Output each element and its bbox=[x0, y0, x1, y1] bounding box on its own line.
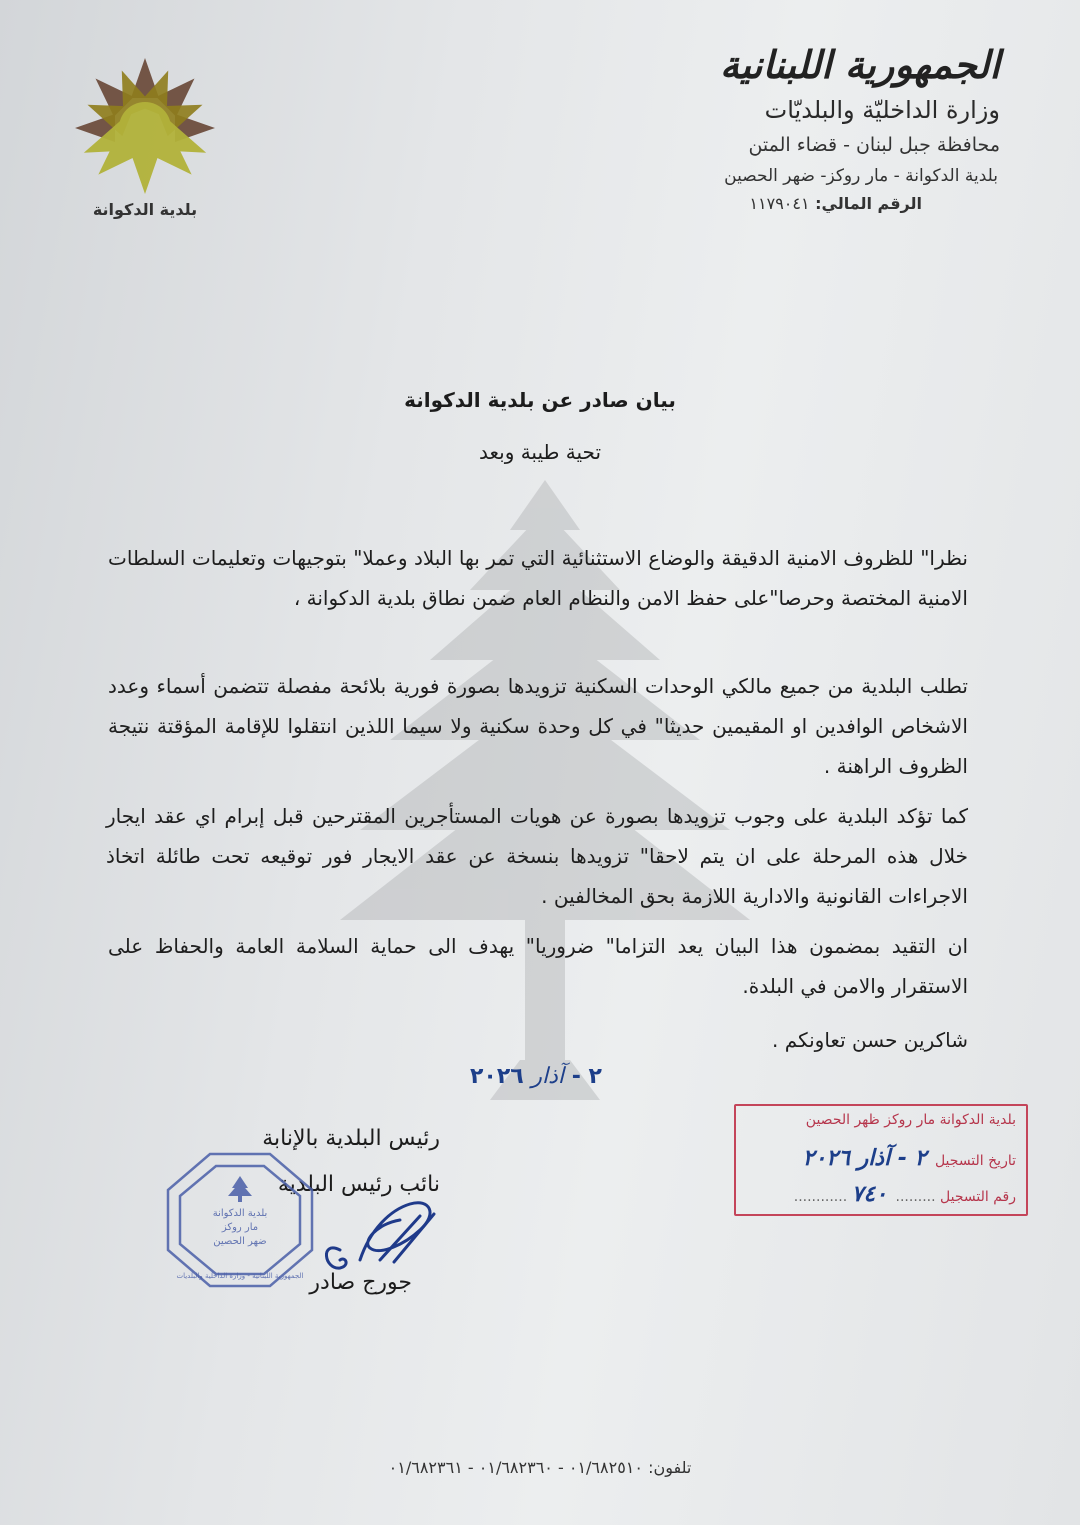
date-month: آذار bbox=[531, 1064, 565, 1089]
stamp-number-value: ٧٤٠ bbox=[851, 1182, 888, 1207]
paragraph-request: تطلب البلدية من جميع مالكي الوحدات السكنية تزويدها بصورة فورية بلائحة مفصلة تتضمن أسماء وعدد الاشخاص الوافدين او المقيمين حديثا" في كل وحدة سكنية ولا سيما اللذين انتقلوا للإقامة المؤقتة نتيجة الظروف الراهنة . bbox=[108, 674, 968, 778]
date-day: ٢ bbox=[588, 1064, 602, 1089]
handwritten-signature-icon bbox=[310, 1190, 450, 1280]
seal-line1: بلدية الدكوانة bbox=[212, 1208, 268, 1219]
seal-line2: مار روكز bbox=[221, 1222, 259, 1233]
date-year: ٢٠٢٦ bbox=[470, 1064, 524, 1089]
signatory-name: جورج صادر bbox=[309, 1270, 412, 1295]
phone-numbers: ٠١/٦٨٢٥١٠ - ٠١/٦٨٢٣٦٠ - ٠١/٦٨٢٣٦١ bbox=[388, 1458, 643, 1477]
stamp-date-label: تاريخ التسجيل bbox=[934, 1153, 1016, 1169]
paragraph-tenants: كما تؤكد البلدية على وجوب تزويدها بصورة عن هويات المستأجرين المقترحين قبل إبرام اي عقد ايجار خلال هذه المرحلة على ان يتم لاحقا" تزويدها بنسخة عن عقد الايجار فور توقيعه تحت طائلة اتخاذ الاجراءات القانونية والادارية اللازمة بحق المخالفين . bbox=[106, 804, 968, 908]
fiscal-number-line bbox=[749, 194, 922, 213]
stamp-number-row: رقم التسجيل ......... ٧٤٠ ............ bbox=[793, 1182, 1016, 1207]
paragraph-thanks: شاكرين حسن تعاونكم . bbox=[772, 1028, 968, 1052]
stamp-date-row bbox=[803, 1146, 1016, 1171]
logo-caption: بلدية الدكوانة bbox=[92, 200, 198, 219]
governorate-line: محافظة جبل لبنان - قضاء المتن bbox=[748, 134, 1000, 156]
letter-title: بيان صادر عن بلدية الدكوانة bbox=[404, 388, 676, 412]
fiscal-number: ١١٧٩٠٤١ bbox=[749, 194, 810, 213]
letter-greeting: تحية طيبة وبعد bbox=[478, 440, 602, 464]
stamp-header: بلدية الدكوانة مار روكز ظهر الحصين bbox=[805, 1112, 1016, 1128]
municipality-logo-icon bbox=[70, 50, 220, 200]
seal-ring-text: الجمهورية اللبنانية - وزارة الداخلية والبلديات bbox=[176, 1272, 304, 1280]
stamp-date-value: ٢ - آذار ٢٠٢٦ bbox=[802, 1146, 927, 1171]
signatory-deputy: نائب رئيس البلدية bbox=[277, 1172, 440, 1197]
phone-label: تلفون: bbox=[648, 1458, 692, 1477]
letter-date: ٢ - آذار ٢٠٢٦ bbox=[470, 1064, 602, 1089]
registration-stamp bbox=[734, 1104, 1028, 1216]
signatory-title: رئيس البلدية بالإنابة bbox=[262, 1126, 440, 1151]
fiscal-label: الرقم المالي: bbox=[815, 194, 922, 213]
stamp-number-label: رقم التسجيل bbox=[940, 1189, 1016, 1205]
seal-line3: ضهر الحصين bbox=[213, 1236, 267, 1247]
ministry-name: وزارة الداخليّة والبلديّات bbox=[764, 96, 1000, 124]
republic-title: الجمهورية اللبنانية bbox=[720, 42, 1000, 87]
municipality-line: بلدية الدكوانة - مار روكز- ضهر الحصين bbox=[724, 166, 998, 186]
paragraph-intro: نظرا" للظروف الامنية الدقيقة والوضاع الاستثنائية التي تمر بها البلاد وعملا" بتوجيهات وتعليمات السلطات الامنية المختصة وحرصا"على حفظ الامن والنظام العام ضمن نطاق بلدية الدكوانة ، bbox=[108, 546, 968, 610]
paragraph-compliance: ان التقيد بمضمون هذا البيان يعد التزاما" ضروريا" يهدف الى حماية السلامة العامة والحفاظ على الاستقرار والامن في البلدة. bbox=[108, 934, 968, 998]
footer-phones bbox=[0, 1458, 1080, 1477]
official-seal-icon bbox=[162, 1150, 318, 1290]
